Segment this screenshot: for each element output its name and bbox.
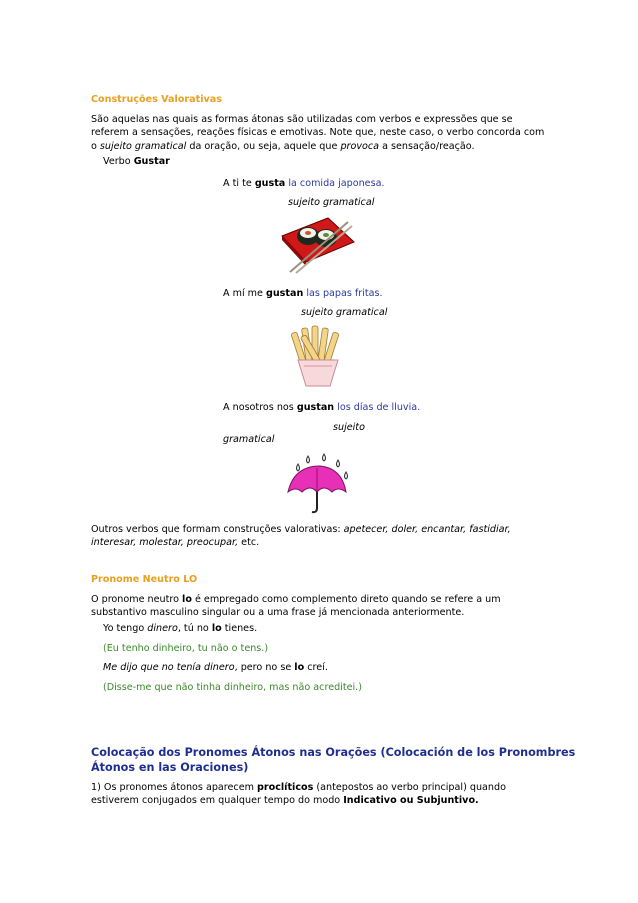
french-fries-icon bbox=[290, 326, 350, 388]
pronome-intro: O pronome neutro lo é empregado como complemento direto quando se refere a um substantivo masculino singular ou a uma frase já mencionada anteriormente. bbox=[91, 594, 501, 619]
example-note-3-line1: sujeito bbox=[333, 422, 365, 433]
example-note-3-line2: gramatical bbox=[223, 434, 275, 445]
section-title-colocacao-line1: Colocação dos Pronomes Átonos nas Orações (Colocación de los Pronombres bbox=[91, 746, 576, 759]
sushi-icon bbox=[278, 212, 360, 274]
colocacao-paragraph-1: 1) Os pronomes átonos aparecem proclíticos (antepostos ao verbo principal) quando estiverem conjugados em qualquer tempo do modo Indicativo ou Subjuntivo. bbox=[91, 782, 506, 807]
umbrella-rain-icon bbox=[284, 452, 356, 514]
pronome-translation-1: (Eu tenho dinheiro, tu não o tens.) bbox=[103, 643, 269, 654]
outros-verbos: Outros verbos que formam construções valorativas: apetecer, doler, encantar, fastidiar, interesar, molestar, preocupar, etc. bbox=[91, 524, 511, 549]
verbo-label: Verbo Gustar bbox=[103, 156, 170, 167]
section-title-colocacao-line2: Átonos en las Oraciones) bbox=[91, 761, 249, 774]
pronome-example-1: Yo tengo dinero, tú no lo tienes. bbox=[103, 623, 258, 634]
example-sentence-3: A nosotros nos gustan los días de lluvia. bbox=[223, 402, 421, 413]
pronome-translation-2: (Disse-me que não tinha dinheiro, mas não acreditei.) bbox=[103, 682, 362, 693]
pronome-example-2: Me dijo que no tenía dinero, pero no se lo creí. bbox=[103, 662, 328, 673]
example-sentence-1: A ti te gusta la comida japonesa. bbox=[223, 178, 385, 189]
example-sentence-2: A mí me gustan las papas fritas. bbox=[223, 288, 383, 299]
section-title-construcoes: Construções Valorativas bbox=[91, 94, 222, 105]
section-title-pronome: Pronome Neutro LO bbox=[91, 574, 198, 585]
construcoes-intro: São aquelas nas quais as formas átonas são utilizadas com verbos e expressões que se referem a sensações, reações físicas e emotivas. Note que, neste caso, o verbo concorda com o sujeito gramatical da oração, ou seja, aquele que provoca a sensação/reação. bbox=[91, 114, 545, 152]
example-note-2: sujeito gramatical bbox=[301, 307, 388, 318]
example-note-1: sujeito gramatical bbox=[288, 197, 375, 208]
